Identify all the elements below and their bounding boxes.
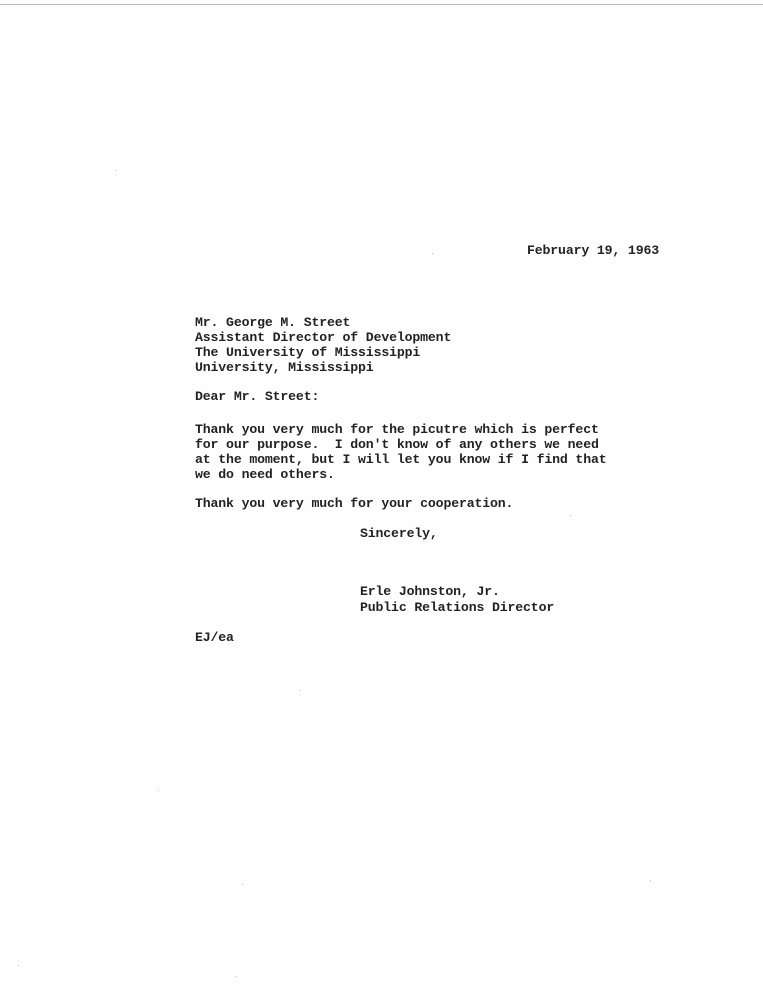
recipient-name: Mr. George M. Street [195,315,351,330]
body-paragraph-1-line-2: for our purpose. I don't know of any others we need [195,437,599,452]
paper-speck [432,253,433,254]
paper-speck [242,884,243,885]
paper-speck [158,790,159,791]
paper-speck [236,976,237,977]
body-paragraph-1-line-4: we do need others. [195,467,335,482]
paper-speck [570,515,571,516]
recipient-title: Assistant Director of Development [195,330,452,345]
body-paragraph-2: Thank you very much for your cooperation. [195,496,514,511]
body-paragraph-1-line-3: at the moment, but I will let you know if I find that [195,452,607,467]
page-top-edge [0,4,763,5]
letter-date: February 19, 1963 [527,243,659,258]
signer-name: Erle Johnston, Jr. [360,584,500,599]
recipient-institution: The University of Mississippi [195,345,421,360]
paper-speck [115,170,116,171]
recipient-location: University, Mississippi [195,360,374,375]
paper-speck [300,690,301,691]
reference-initials: EJ/ea [195,630,234,645]
paper-speck [650,880,651,881]
paper-speck [18,965,19,966]
body-paragraph-1-line-1: Thank you very much for the picutre which is perfect [195,422,599,437]
signer-title: Public Relations Director [360,600,555,615]
salutation: Dear Mr. Street: [195,389,320,404]
closing: Sincerely, [360,526,438,541]
